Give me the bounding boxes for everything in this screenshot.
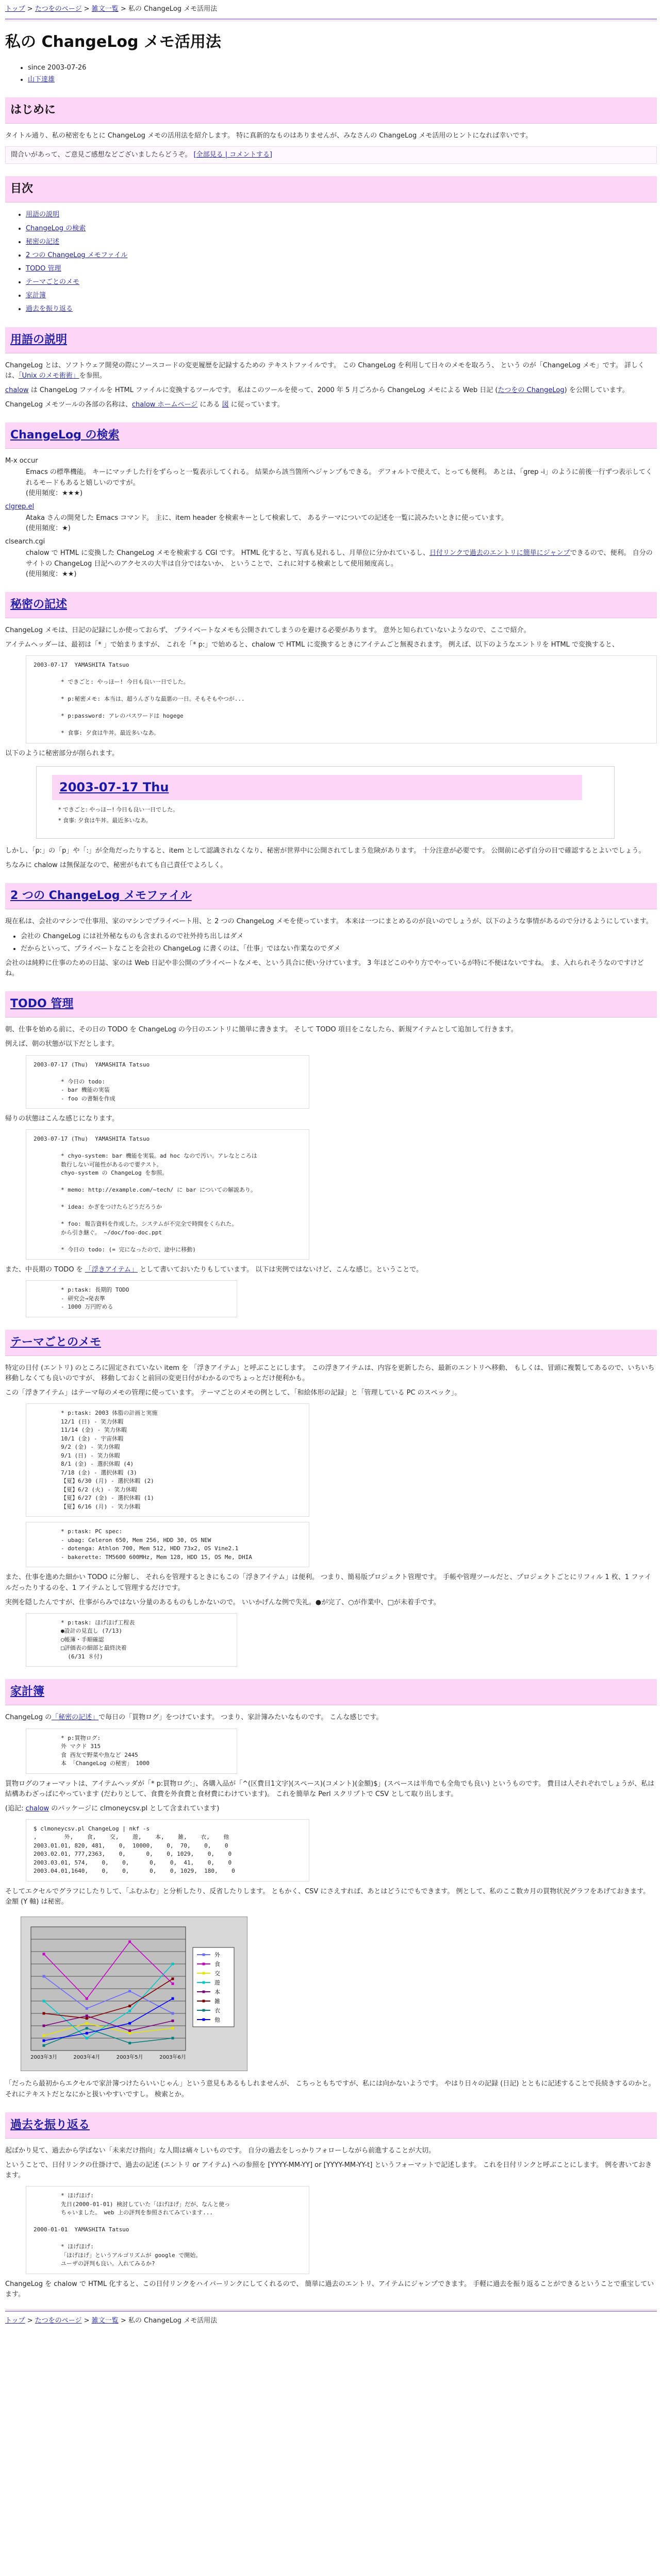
series-point bbox=[128, 2032, 131, 2035]
legend-label: 交 bbox=[214, 1970, 220, 1977]
x-tick-label: 2003年3月 bbox=[30, 2055, 57, 2061]
review-paragraph-3: ChangeLog を chalow で HTML 化すると、この日付リンクをハイパーリンクにしてくれるので、 簡単に過去のエントリ、アイテムにジャンプできます。 手軽に過去を振り返ることができるということで重宝しています。 bbox=[5, 2280, 654, 2298]
toc-item bbox=[26, 237, 657, 247]
section-toc-heading: 目次 bbox=[5, 176, 657, 202]
budget-text: ChangeLog の bbox=[5, 1714, 52, 1722]
series-point bbox=[172, 2012, 174, 2015]
chalow-home-link[interactable]: chalow ホームページ bbox=[131, 401, 198, 409]
tool-desc-text: chalow で HTML に変換した ChangeLog メモを検索する CGI です。 HTML 化すると、写真も見れるし、月単位に分かれているし、 bbox=[26, 549, 430, 557]
theme-code-pc-spec: * p:task: PC spec: - ubag: Celeron 650, Mem 256, HDD 30, OS NEW - dotenga: Athlon 700, Mem 512, HDD 73x2, OS Vine2.1 - bakerette: TM5600 600MHz, Mem 128, HDD 15, OS Me, DHIA bbox=[26, 1522, 309, 1567]
legend-marker bbox=[203, 2019, 205, 2021]
budget-line-chart bbox=[21, 1917, 247, 2071]
theme-paragraph-3: また、仕事を進めた細かい TODO に分解し、 それらを管理するときにもこの「浮きアイテム」は便利。 つまり、簡易版プロジェクト管理です。 手帳や管理ツールだと、プロジェクトごとにリフィル 1 枚、1 ファイルだったりするのを、1 アイテムとして管理するだけです。 bbox=[5, 1573, 652, 1592]
toc-item bbox=[26, 264, 657, 274]
budget-paragraph-4: そしてエクセルでグラフにしたりして、「ふむふむ」と分析したり、反省したりします。 ともかく、CSV にさえすれば、あとはどうにでもできます。 例として、私のここ数カ月の買物状況グラフをあげておきます。 金額 (Y 軸) は秘密。 bbox=[5, 1887, 650, 1906]
series-point bbox=[172, 2020, 174, 2022]
theme-paragraph-2: この「浮きアイテム」はテーマ毎のメモの管理に使っています。 テーマごとのメモの例として、「和絵体形の記録」と「管理している PC のスペック」。 bbox=[5, 1389, 461, 1397]
secret-rendered-preview bbox=[36, 766, 615, 839]
footer-zakki-link[interactable]: 雑文一覧 bbox=[91, 2316, 119, 2325]
budget-text: で毎日の「買物ログ」をつけています。 つまり、家計簿みたいなものです。 こんな感じです。 bbox=[98, 1714, 383, 1722]
figure-link[interactable]: 図 bbox=[222, 401, 229, 409]
x-tick-label: 2003年5月 bbox=[116, 2055, 143, 2061]
budget-paragraph-5: 「だったら最初からエクセルで家計簿つけたらいいじゃん」という意見もあるもしれませんが、 こちっともちですが、私には向かないようです。 やはり日々の記録 (日記) とともに記述することで長続きするのかと。 それにテキストだとなにかと扱いやすいですし。 検索とか。 bbox=[5, 2080, 655, 2098]
breadcrumb-zakki-link[interactable]: 雑文一覧 bbox=[91, 5, 119, 13]
top-divider bbox=[5, 19, 657, 20]
section-budget-heading bbox=[5, 1679, 657, 1705]
breadcrumb-current: 私の ChangeLog メモ活用法 bbox=[128, 5, 218, 13]
toc-item bbox=[26, 210, 657, 220]
series-point bbox=[128, 2029, 131, 2032]
chalow-package-link[interactable]: chalow bbox=[25, 1804, 49, 1812]
secret-heading-link[interactable]: 秘密の記述 bbox=[10, 598, 68, 611]
series-point bbox=[172, 2027, 174, 2030]
series-point bbox=[128, 2005, 131, 2007]
series-point bbox=[86, 2027, 88, 2030]
secret-section-link[interactable]: 「秘密の記述」 bbox=[52, 1714, 99, 1722]
legend-marker bbox=[203, 1954, 205, 1956]
series-point bbox=[43, 2025, 45, 2027]
legend-label: 雑 bbox=[214, 1998, 220, 2005]
two-files-list bbox=[5, 931, 657, 954]
toc-item bbox=[26, 304, 657, 314]
rendered-date-heading: 2003-07-17 Thu bbox=[52, 775, 582, 800]
toc-link-theme[interactable]: テーマごとのメモ bbox=[26, 278, 80, 286]
legend-label: 食 bbox=[214, 1961, 220, 1968]
toc-link-search[interactable]: ChangeLog の検索 bbox=[26, 224, 86, 232]
legend-marker bbox=[203, 2000, 205, 2003]
terms-text: を参照。 bbox=[79, 371, 106, 380]
series-point bbox=[86, 2037, 88, 2040]
terms-text: ) を公開しています。 bbox=[564, 386, 629, 394]
budget-paragraph-2: 買物ログのフォーマットは、アイテムヘッダが「* p:買物ログ:」、各購入品が「^(区費目1文字)(スペース)(コメント)(金額)$」(スペースは半角でも全角でも良い) というものです。 費目は人それぞれでしょうが、私は結構あわざっぱにやっています (だわりとして、食費を外食費と食材費にわけています)。 これを簡単な Perl スクリプトで CSV として取り出します。 bbox=[5, 1780, 655, 1798]
terms-paragraph-1 bbox=[5, 361, 657, 381]
series-point bbox=[86, 1997, 88, 2000]
secret-paragraph-2: アイテムヘッダーは、最初は「* 」で始まりますが、 これを「* p:」で始めると、chalow で HTML に変換するときにアイテムごと無視されます。 例えば、以下のようなエントリを HTML で変換すると、 bbox=[5, 641, 619, 649]
chalow-link[interactable]: chalow bbox=[5, 386, 29, 394]
search-tools-list bbox=[5, 456, 657, 580]
legend-marker bbox=[203, 1991, 205, 1993]
review-heading-link[interactable]: 過去を振り返る bbox=[10, 2118, 90, 2131]
unix-memo-link[interactable]: 「Unix のメモ術術」 bbox=[19, 371, 79, 380]
tool-desc-text bbox=[26, 548, 657, 569]
breadcrumb-top-link[interactable]: トップ bbox=[5, 5, 25, 13]
theme-paragraph-4: 実例を隠したんですが、仕事がらみではない分量のあるものもしかないので。 いいかげんな例で失礼。●が完了、○が作業中、□が未着手です。 bbox=[5, 1598, 440, 1606]
section-review-heading bbox=[5, 2112, 657, 2139]
budget-chart bbox=[21, 1917, 657, 2075]
search-heading-link[interactable]: ChangeLog の検索 bbox=[10, 429, 120, 442]
secret-paragraph-1: ChangeLog メモは、日記の記録にしか使っておらず、 プライベートなメモも公開されてしまうのを避ける必要があります。 意外と知られていないようなので、ここで紹介。 bbox=[5, 626, 531, 634]
series-point bbox=[172, 1997, 174, 2000]
meta-list bbox=[18, 63, 657, 85]
toc-item bbox=[26, 250, 657, 261]
footer-top-link[interactable]: トップ bbox=[5, 2316, 25, 2325]
todo-code-longterm: * p:task: 長期的 TODO - 研究会→発表準 - 1000 万円貯める bbox=[26, 1280, 237, 1317]
bottom-divider bbox=[5, 2311, 657, 2312]
legend-label: 外 bbox=[214, 1952, 220, 1959]
tool-desc-text: Emacs の標準機能。 キーにマッチした行をずらっと一覧表示してくれる。 結果から該当箇所へジャンプもできる。 デフォルトで使えて、とっても便利。 あとは、「grep -i」のように前後一行ずつ表示してくれるモードもあると嬉しいのですが。 bbox=[26, 468, 652, 487]
breadcrumb-sep: > bbox=[25, 5, 35, 13]
tool-desc bbox=[26, 548, 657, 579]
theme-paragraph-1: 特定の日付 (エントリ) のところに固定されていない item を 「浮きアイテム」と呼ぶことにします。 この浮きアイテムは、内容を更新したら、最新のエントリへ移動、 もしくは、冒頭に複製してあるので、いちいち移動しなくても良いのですが、 移動しておくと前回の変更日付がわかるのでちょっとだけ便利かも。 bbox=[5, 1364, 655, 1383]
secret-paragraph-4: しかし、「p:」の「p」や「:」が全角だったりすると、item として認識されなくなり、秘密が世界中に公開されてしまう危険があります。 十分注意が必要です。 公開前に必ず自分の目で確認するとよいでしょう。 bbox=[5, 847, 646, 855]
review-code-sample: * ほげほげ: 先日(2000-01-01) 検討していた「ほげほげ」だが、なんと使っ ちゃいました。 web 上の評判を参照されてみています... 2000-01-01 YAMASHITA Tatsuo * ほげほげ: 「ほげほげ」というアルゴリズムが google で開始。 ユーザの評判も良い。入れてみるか? bbox=[26, 2186, 309, 2274]
budget-code-log: * p:買物ログ: 外 マクド 315 食 西友で野菜や魚など 2445 本 「ChangeLog の秘密」 1000 bbox=[26, 1728, 237, 1774]
rendered-item: * できごと: やっほー! 今日も良い一日でした。 bbox=[58, 806, 179, 814]
clgrep-link[interactable]: clgrep.el bbox=[5, 502, 35, 511]
floating-item-link[interactable]: 「浮きアイテム」 bbox=[85, 1266, 138, 1274]
terms-text: ChangeLog メモツールの各部の名称は、 bbox=[5, 401, 132, 409]
toc-link-todo[interactable]: TODO 管理 bbox=[26, 264, 61, 273]
footer-current: 私の ChangeLog メモ活用法 bbox=[128, 2316, 218, 2325]
x-tick-label: 2003年4月 bbox=[73, 2055, 101, 2061]
theme-heading-link[interactable]: テーマごとのメモ bbox=[10, 1335, 102, 1349]
section-secret-heading bbox=[5, 592, 657, 618]
series-point bbox=[128, 2022, 131, 2025]
budget-text: (追記: bbox=[5, 1804, 26, 1812]
todo-code-evening: 2003-07-17 (Thu) YAMASHITA Tatsuo * chyo-system: bar 機能を実装。ad hoc なので汚い。アレなところは 数行しない可能性があるので要テスト。 chyo-system の ChangeLog を参照。 * memo: http://example.com/~tech/ に bar についての解説あり。 * idea: かぎをつけたらどうだろうか * foo: 報告資料を作成した。システムが不完全で時間をくられた。 から引き継ぐ。 ~/doc/foo-doc.ppt * 今日の todo: (= 完になったので、途中に移動) bbox=[26, 1129, 309, 1260]
breadcrumb-sep: > bbox=[118, 2316, 128, 2325]
secret-code-sample: 2003-07-17 YAMASHITA Tatsuo * できごと: やっほー! 今日も良い一日でした。 * p:秘密メモ: 本当は、超うんざりな最悪の一日。そもそもやつが... * p:password: アレのパスワードは hogege * 食事: 夕食は牛丼。最近多いなあ。 bbox=[26, 655, 657, 743]
breadcrumb-sep: > bbox=[81, 5, 92, 13]
legend-marker bbox=[203, 1972, 205, 1975]
toc-item bbox=[26, 277, 657, 287]
legend-marker bbox=[203, 1981, 205, 1984]
terms-paragraph-3 bbox=[5, 400, 657, 410]
tool-desc bbox=[26, 467, 657, 498]
page-title: 私の ChangeLog メモ活用法 bbox=[5, 33, 221, 52]
toc-link-budget[interactable]: 家計簿 bbox=[26, 292, 46, 300]
breadcrumb-sep: > bbox=[25, 2316, 35, 2325]
legend-marker bbox=[203, 2009, 205, 2012]
series-point bbox=[43, 2012, 45, 2015]
series-point bbox=[172, 1978, 174, 1980]
series-point bbox=[86, 2022, 88, 2025]
legend-label: 他 bbox=[214, 2016, 220, 2024]
tool-term: clsearch.cgi bbox=[5, 538, 45, 546]
breadcrumb-sep: > bbox=[118, 5, 128, 13]
toc-link-terms[interactable]: 用語の説明 bbox=[26, 211, 60, 219]
review-paragraph-1: 起ばかり見て、過去から学ばない「未来だけ指向」な人間は痛々しいものです。 自分の過去をしっかりフォローしながら前進することが大切。 bbox=[5, 2146, 436, 2155]
secret-paragraph-5: ちなみに chalow は無保証なので、秘密がもれても自己責任でよろしく。 bbox=[5, 861, 227, 870]
tool-term: M-x occur bbox=[5, 457, 38, 465]
tool-desc-text: Ataka さんの開発した Emacs コマンド。 主に、item header を検索キーとして検索して、 あるテーマについての記述を一覧に読みたいときに使っています。 bbox=[26, 514, 508, 522]
theme-code-project: * p:task: ほげほげ工程表 ●設計の見直し (7/13) ○帳簿・手順確認 □評価表の細部と最終決着 (6/31 ８付) bbox=[26, 1613, 237, 1667]
review-paragraph-2: ということで、日付リンクの仕掛けで、過去の記述 (エントリ or アイテム) への参照を [YYYY-MM-YY] or [YYYY-MM-YY-t] というフォーマットで記述します。 これを日付リンクと呼ぶことにします。 例を書いておきます。 bbox=[5, 2161, 652, 2180]
toc-item bbox=[26, 291, 657, 301]
budget-text: のパッケージに clmoneycsv.pl として含まれています) bbox=[49, 1804, 220, 1812]
legend-label: 本 bbox=[214, 1989, 220, 1996]
todo-text: として書いておいたりもしています。 以下は実例ではないけど、こんな感じ。ということで。 bbox=[138, 1266, 423, 1274]
todo-code-morning: 2003-07-17 (Thu) YAMASHITA Tatsuo * 今日の todo: - bar 機能の実装 - foo の書類を作成 bbox=[26, 1055, 309, 1109]
two-files-paragraph-1: 現在私は、会社のマシンで仕事用、家のマシンでプライベート用、と 2 つの ChangeLog メモを使っています。 本来は一つにまとめるのが良いのでしょうが、以下のような事情があるので分けるようにしています。 bbox=[5, 918, 653, 926]
tool-term bbox=[5, 502, 657, 512]
comment-note bbox=[5, 146, 657, 164]
legend-marker bbox=[203, 1963, 205, 1965]
author-link[interactable]: 山下達雄 bbox=[28, 75, 55, 83]
budget-code-csv: $ clmoneycsv.pl ChangeLog | nkf -s , 外, 食, 交, 遊, 本, 雑, 衣, 他 2003.01.01, 820, 481, 0, 10000, 0, 70, 0, 0 2003.02.01, 777,2363, 0, 0, 0, 1029, 0, 0 2003.03.01, 574, 0, 0, 0, 0, 41, 0, 0 2003.04.01,1640, 0, 0, 0, 0, 1029, 180, 0 bbox=[26, 1819, 309, 1882]
bottom-divider-light bbox=[5, 2309, 657, 2310]
legend-label: 遊 bbox=[214, 1979, 220, 1987]
since-date: • since 2003-07-26 bbox=[28, 63, 657, 73]
author-item bbox=[28, 75, 657, 85]
series-point bbox=[43, 2000, 45, 2003]
comment-note-text: 間合いがあって、ご意見ご感想などございましたらどうぞ。 bbox=[11, 151, 192, 159]
todo-paragraph-1: 朝、仕事を始める前に、その日の TODO を ChangeLog の今日のエントリに簡単に書きます。 そして TODO 項目をこなしたら、新規アイテムとして追加して行きます。 bbox=[5, 1026, 518, 1034]
section-todo-heading bbox=[5, 991, 657, 1018]
toc-link-review[interactable]: 過去を振り返る bbox=[26, 305, 73, 313]
todo-paragraph-2: 例えば、朝の状態が以下だとします。 bbox=[5, 1040, 119, 1048]
list-item: • だからといって、プライベートなことを会社の ChangeLog に書くのは、「仕事」ではない作業なのでダメ bbox=[21, 944, 657, 954]
series-point bbox=[128, 2010, 131, 2012]
terms-text: にある bbox=[197, 401, 222, 409]
tool-desc-text: できるので、便利。 自分のサイトの ChangeLog 日記へのアクセスの大半は自分ではないか、 ということで、これに対する検索として使用頻度高し。 bbox=[26, 549, 653, 568]
footer-tama-link[interactable]: たつをのページ bbox=[35, 2316, 82, 2325]
budget-heading-link[interactable]: 家計簿 bbox=[10, 1685, 45, 1699]
series-point bbox=[86, 2017, 88, 2020]
series-point bbox=[172, 2037, 174, 2040]
breadcrumb bbox=[5, 3, 657, 18]
tatsuo-changelog-link[interactable]: たつをの ChangeLog bbox=[498, 386, 565, 394]
rendered-item: * 食事: 夕食は牛丼。最近多いなあ。 bbox=[58, 817, 152, 824]
terms-paragraph-2 bbox=[5, 385, 657, 396]
breadcrumb-tama-link[interactable]: たつをのページ bbox=[35, 5, 82, 13]
series-point bbox=[43, 2044, 45, 2047]
date-link-jump-link[interactable]: 日付リンクで過去のエントリに簡単にジャンプ bbox=[429, 549, 570, 557]
terms-text: に従っています。 bbox=[228, 401, 284, 409]
theme-code-schedule: * p:task: 2003 体脂の計画と実施 12/1 (日) - 笑力休暇 11/14 (金) - 笑力休暇 10/1 (金) - 宇宙休暇 9/2 (金) - 笑力休暇 9/1 (日) - 笑力休暇 8/1 (金) - 選択休暇 (4) 7/18 (金) - 選択休暇 (3) 【夏】6/30 (月) - 選択休暇 (2) 【夏】6/2 (火) - 笑力休暇 【夏】6/27 (金) - 選択休暇 (1) 【夏】6/16 (月) - 笑力休暇 bbox=[26, 1403, 309, 1517]
tool-rating: (使用頻度：★★) bbox=[26, 570, 77, 578]
section-terms-heading bbox=[5, 327, 657, 353]
tool-rating: (使用頻度：★) bbox=[26, 524, 71, 533]
budget-paragraph-3 bbox=[5, 1804, 657, 1814]
x-tick-label: 2003年6月 bbox=[159, 2055, 186, 2061]
comment-link[interactable]: [全部見る | コメントする] bbox=[193, 151, 272, 159]
series-point bbox=[128, 1941, 131, 1943]
terms-heading-link[interactable]: 用語の説明 bbox=[10, 333, 68, 346]
section-intro-heading: はじめに bbox=[5, 97, 657, 124]
series-point bbox=[43, 2035, 45, 2037]
terms-text: は ChangeLog ファイルを HTML ファイルに変換するツールです。 私はこのツールを使って、2000 年 5 月ごろから ChangeLog メモによる Web 日記 ( bbox=[28, 386, 498, 394]
series-point bbox=[86, 2032, 88, 2035]
toc-link-secret[interactable]: 秘密の記述 bbox=[26, 238, 60, 246]
legend-label: 衣 bbox=[214, 2007, 220, 2014]
list-item: • 会社の ChangeLog には社外秘なものも含まれるので社外持ち出しはダメ bbox=[21, 931, 657, 942]
chart-legend bbox=[193, 1947, 234, 2027]
breadcrumb-sep: > bbox=[81, 2316, 92, 2325]
tool-rating: (使用頻度：★★★) bbox=[26, 489, 83, 497]
two-files-paragraph-2: 会社のは純粋に仕事のための日誌、家のは Web 日記や非公開のプライベートなメモ、という具合に使い分けています。 3 年ほどこのやり方でやっているが特に不便はないですね。 ま、入れられそうなのですけどね。 bbox=[5, 959, 644, 978]
terms-text: ChangeLog とは、ソフトウェア開発の際にソースコードの変更履歴を記録するための テキストファイルです。 この ChangeLog を利用して日々のメモを取ろう、 という のが「ChangeLog メモ」です。 詳しくは、 bbox=[5, 361, 645, 380]
series-point bbox=[43, 1953, 45, 1956]
toc-list bbox=[12, 210, 657, 314]
series-point bbox=[128, 2042, 131, 2044]
budget-paragraph-1 bbox=[5, 1713, 657, 1723]
two-files-heading-link[interactable]: 2 つの ChangeLog メモファイル bbox=[10, 889, 192, 903]
section-search-heading bbox=[5, 422, 657, 449]
secret-paragraph-3: 以下のように秘密部分が削られます。 bbox=[5, 749, 119, 757]
series-point bbox=[172, 1982, 174, 1985]
series-point bbox=[86, 2015, 88, 2018]
toc-link-two-files[interactable]: 2 つの ChangeLog メモファイル bbox=[26, 251, 128, 259]
todo-heading-link[interactable]: TODO 管理 bbox=[10, 997, 74, 1011]
series-point bbox=[172, 1963, 174, 1965]
series-point bbox=[128, 1990, 131, 1993]
tool-desc bbox=[26, 513, 657, 534]
todo-text: また、中長期の TODO を bbox=[5, 1266, 85, 1274]
todo-paragraph-3: 帰りの状態はこんな感じになります。 bbox=[5, 1115, 119, 1123]
footer-breadcrumb bbox=[5, 2313, 657, 2330]
todo-paragraph-4 bbox=[5, 1265, 657, 1275]
toc-item bbox=[26, 224, 657, 234]
intro-paragraph: タイトル通り、私の秘密をもとに ChangeLog メモの活用法を紹介します。 特に真新的なものはありませんが、みなさんの ChangeLog メモ活用のヒントになれば幸いです。 bbox=[5, 132, 533, 140]
section-two-files-heading bbox=[5, 883, 657, 909]
section-theme-heading bbox=[5, 1330, 657, 1356]
series-point bbox=[43, 2040, 45, 2042]
series-point bbox=[86, 2007, 88, 2010]
series-point bbox=[43, 1975, 45, 1978]
